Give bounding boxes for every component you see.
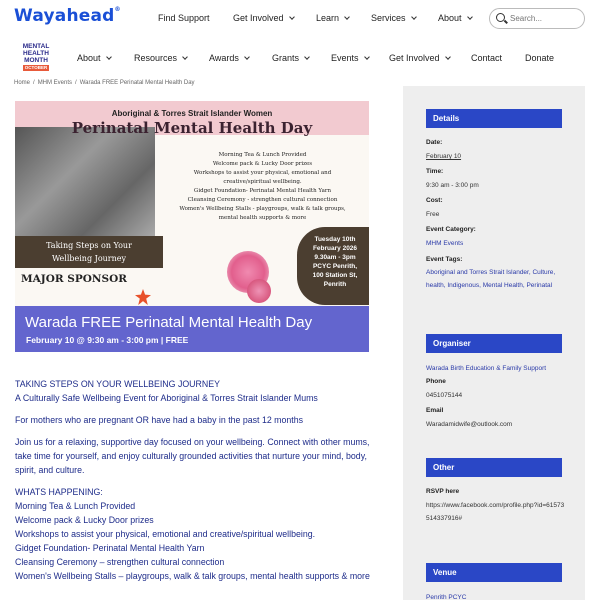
mhm-logo-line: HEALTH <box>23 50 49 57</box>
hero-bullet-list <box>165 151 360 223</box>
time-value: 9:30 am - 3:00 pm <box>426 182 479 189</box>
breadcrumb-separator: / <box>75 80 77 86</box>
cost-value: Free <box>426 211 440 218</box>
breadcrumb-home[interactable]: Home <box>14 80 31 86</box>
chevron-down-icon <box>411 14 417 20</box>
chevron-down-icon <box>364 54 370 60</box>
rsvp-link[interactable]: https://www.facebook.com/profile.php?id=61573514337916# <box>426 502 565 522</box>
hero-taking-line: Wellbeing Journey <box>51 254 127 263</box>
logo-trademark: ® <box>114 6 121 13</box>
breadcrumb-separator: / <box>33 80 35 86</box>
nav-learn[interactable] <box>316 13 349 23</box>
organiser-name[interactable]: Warada Birth Education & Family Support <box>426 365 547 372</box>
chevron-down-icon <box>467 14 473 20</box>
description-intro <box>15 377 375 405</box>
description-eligibility: For mothers who are pregnant OR have had a baby in the past 12 months <box>15 415 304 425</box>
list-item: Welcome pack & Lucky Door prizes <box>15 515 154 525</box>
event-description <box>15 377 375 591</box>
list-item: Women's Wellbeing Stalls – playgroups, walk & talk groups, mental health supports & more <box>15 571 370 581</box>
breadcrumb-mhm-events[interactable]: MHM Events <box>37 80 73 86</box>
subnav-resources[interactable] <box>134 53 187 63</box>
breadcrumb <box>14 80 195 86</box>
nav-about[interactable] <box>438 13 472 23</box>
event-title-band <box>15 306 369 352</box>
nav-get-involved[interactable] <box>233 13 294 23</box>
subnav-label: Awards <box>209 53 239 63</box>
list-item: Cleansing Ceremony – strengthen cultural connection <box>15 557 225 567</box>
subnav-contact[interactable] <box>471 53 502 63</box>
hero-taking-steps-box <box>15 236 163 268</box>
subnav-label: Contact <box>471 53 503 63</box>
date-value[interactable]: February 10 <box>426 153 462 160</box>
search-input[interactable] <box>510 11 580 26</box>
venue-heading: Venue <box>426 563 562 582</box>
hero-photo <box>15 127 155 237</box>
event-title: Warada FREE Perinatal Mental Health Day <box>25 314 313 331</box>
subnav-label: Grants <box>272 53 300 63</box>
hero-kicker: Aboriginal & Torres Strait Islander Women <box>111 109 273 118</box>
subnav-label: About <box>77 53 101 63</box>
subnav-label: Resources <box>134 53 178 63</box>
hero-bullet: Gidget Foundation- Perinatal Mental Health Yarn <box>193 188 332 194</box>
wayahead-logo[interactable] <box>14 6 121 26</box>
phone-value: 0451075144 <box>426 392 463 399</box>
description-paragraph: Join us for a relaxing, supportive day focused on your wellbeing. Connect with other mums, take time for yourself, and enjoy culturally grounded activities that nurture your mind, body, spirit, and culture. <box>15 437 370 475</box>
subnav-get-involved[interactable] <box>389 53 450 63</box>
chevron-down-icon <box>182 54 188 60</box>
hero-bullet: Women's Wellbeing Stalls - playgroups, walk & talk groups, <box>179 206 346 212</box>
search-icon[interactable] <box>496 13 505 22</box>
subnav-label: Events <box>331 53 359 63</box>
subnav-about[interactable] <box>77 53 111 63</box>
event-hero-image <box>15 101 369 352</box>
subnav-label: Donate <box>525 53 555 63</box>
hero-date-line: Penrith <box>323 281 347 288</box>
description-subheading: A Culturally Safe Wellbeing Event for Aboriginal & Torres Strait Islander Mums <box>15 393 318 403</box>
subnav-events[interactable] <box>331 53 369 63</box>
nav-services[interactable] <box>371 13 416 23</box>
email-value: Waradamidwife@outlook.com <box>426 421 513 428</box>
waratah-flower-icon <box>247 279 271 303</box>
nav-label: Get Involved <box>233 13 284 23</box>
other-heading: Other <box>426 458 562 477</box>
list-item: Gidget Foundation- Perinatal Mental Health Yarn <box>15 543 205 553</box>
hero-bullet: Welcome pack & Lucky Door prizes <box>212 161 313 167</box>
category-label: Event Category: <box>426 226 476 233</box>
subnav-label: Get Involved <box>389 53 440 63</box>
details-heading: Details <box>426 109 562 128</box>
list-item: Morning Tea & Lunch Provided <box>15 501 136 511</box>
top-header <box>0 0 600 36</box>
chevron-down-icon <box>289 14 295 20</box>
chevron-down-icon <box>344 14 350 20</box>
logo-text: Wayahead <box>14 6 115 26</box>
nav-label: About <box>438 13 462 23</box>
phone-label: Phone <box>426 378 446 385</box>
email-label: Email <box>426 407 444 414</box>
mental-health-month-logo[interactable] <box>18 43 54 73</box>
event-datetime: February 10 @ 9:30 am - 3:00 pm | FREE <box>26 335 189 345</box>
chevron-down-icon <box>445 54 451 60</box>
hero-bullet: Morning Tea & Lunch Provided <box>218 152 307 158</box>
tags-label: Event Tags: <box>426 256 463 263</box>
hero-bullet: creative/spiritual wellbeing. <box>223 179 302 185</box>
organiser-heading: Organiser <box>426 334 562 353</box>
chevron-down-icon <box>244 54 250 60</box>
tags-links[interactable]: Aboriginal and Torres Strait Islander, Culture, health, Indigenous, Mental Health, Perinatal <box>426 269 556 289</box>
breadcrumb-current: Warada FREE Perinatal Mental Health Day <box>79 80 195 86</box>
category-link[interactable]: MHM Events <box>426 240 464 247</box>
rsvp-label: RSVP here <box>426 488 460 495</box>
whats-happening-list <box>15 485 375 583</box>
time-label: Time: <box>426 168 444 175</box>
description-heading: TAKING STEPS ON YOUR WELLBEING JOURNEY <box>15 379 220 389</box>
list-item: Workshops to assist your physical, emotional and creative/spiritual wellbeing. <box>15 529 316 539</box>
subnav-awards[interactable] <box>209 53 249 63</box>
nav-find-support[interactable] <box>158 13 210 23</box>
hero-title: Perinatal Mental Health Day <box>71 119 313 137</box>
hero-date-box <box>297 227 369 305</box>
venue-link[interactable]: Penrith PCYC <box>426 594 467 600</box>
nav-label: Learn <box>316 13 340 23</box>
mhm-logo-badge: OCTOBER <box>24 65 48 70</box>
hero-bullet: Cleansing Ceremony - strengthen cultural connection <box>187 197 338 203</box>
nav-label: Find Support <box>158 13 210 23</box>
whats-happening-heading: WHATS HAPPENING: <box>15 487 103 497</box>
hero-date-line: 100 Station St, <box>312 272 358 279</box>
hero-date-line: February 2026 <box>312 245 358 252</box>
hero-date-line: 9.30am - 3pm <box>314 254 356 261</box>
hero-date-line: Tuesday 10th <box>314 236 356 243</box>
hero-major-sponsor: MAJOR SPONSOR <box>21 273 127 285</box>
cost-label: Cost: <box>426 197 443 204</box>
date-label: Date: <box>426 139 443 146</box>
mhm-logo-line: MENTAL <box>22 43 50 50</box>
subnav-grants[interactable] <box>272 53 309 63</box>
hero-bullet: Workshops to assist your physical, emotional and <box>193 170 332 176</box>
subnav-donate[interactable] <box>525 53 554 63</box>
hero-taking-line: Taking Steps on Your <box>46 241 132 250</box>
mhm-logo-line: MONTH <box>24 57 48 64</box>
hero-date-line: PCYC Penrith, <box>312 263 358 270</box>
chevron-down-icon <box>304 54 310 60</box>
search-box[interactable] <box>489 8 585 29</box>
nav-label: Services <box>371 13 406 23</box>
chevron-down-icon <box>106 54 112 60</box>
hero-bullet: mental health supports & more <box>218 215 307 221</box>
